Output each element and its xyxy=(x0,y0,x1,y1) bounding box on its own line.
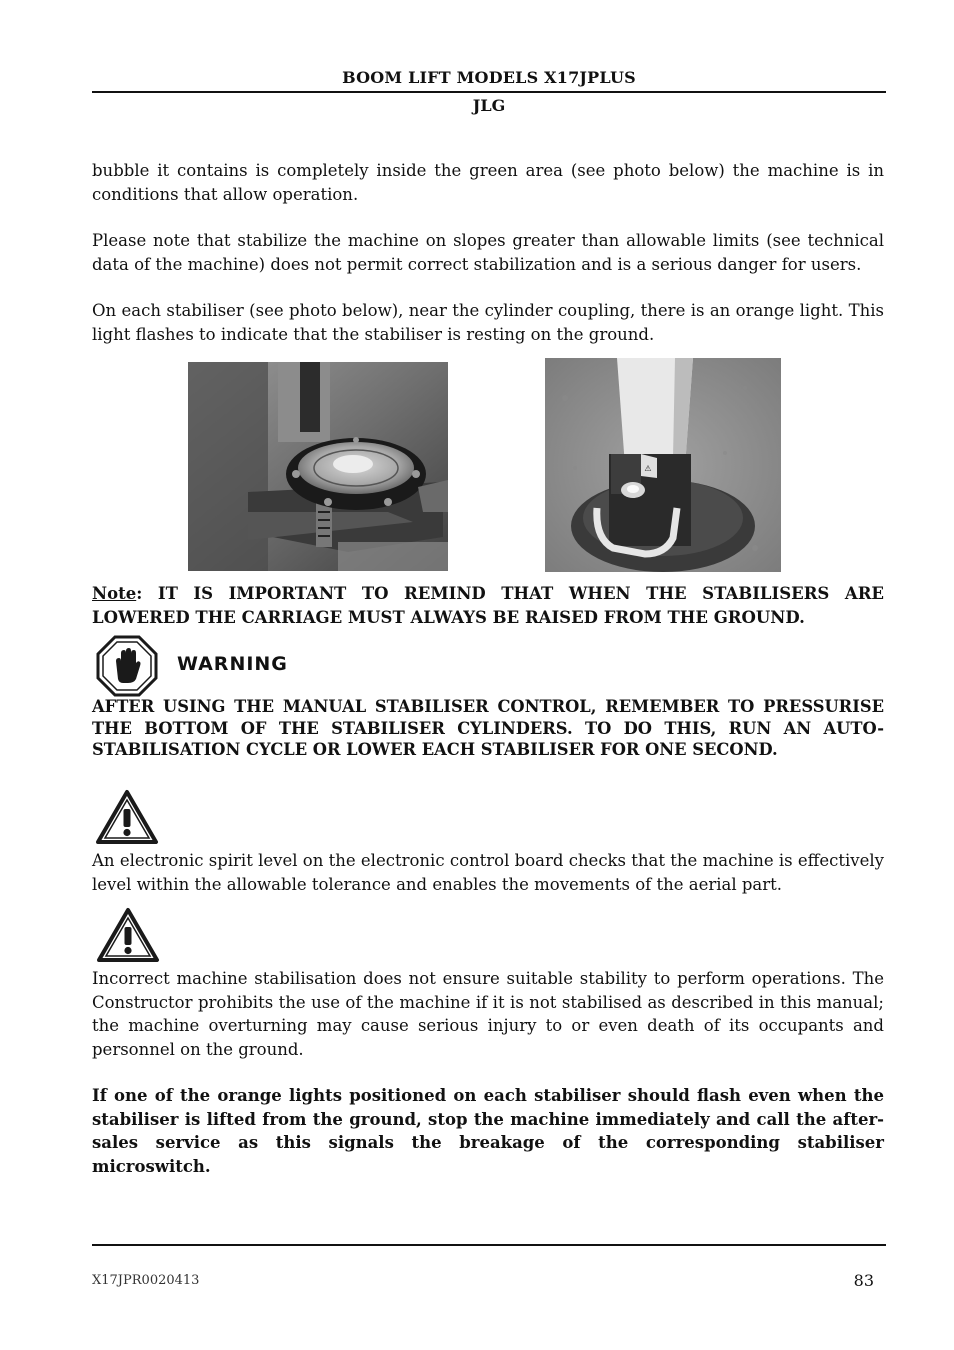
note-paragraph xyxy=(92,582,884,629)
warning-text: AFTER USING THE MANUAL STABILISER CONTROL, REMEMBER TO PRESSURISE THE BOTTOM OF THE STABILISER CYLINDERS. TO DO THIS, RUN AN AUTO-STABILISATION CYCLE OR LOWER EACH STABILISER FOR ONE SECOND. xyxy=(92,697,884,759)
header-title: BOOM LIFT MODELS X17JPLUS xyxy=(342,68,636,87)
footer-rule xyxy=(92,1244,886,1246)
warning-heading: WARNING xyxy=(177,653,288,675)
paragraph-bubble: bubble it contains is completely inside the green area (see photo below) the machine is in conditions that allow operation. xyxy=(92,161,884,204)
paragraph-incorrect-stabilisation: Incorrect machine stabilisation does not ensure suitable stability to perform operations. The Constructor prohibits the use of the machine if it is not stabilised as described in this manual; the machine overturning may cause serious injury to or even death of its occupants and personnel on the ground. xyxy=(92,969,884,1059)
header-subtitle: JLG xyxy=(472,96,506,115)
stabiliser-foot-photo xyxy=(545,358,781,572)
caution-triangle-icon xyxy=(95,789,159,845)
paragraph-orange-lights-flash: If one of the orange lights positioned on each stabiliser should flash even when the stabiliser is lifted from the ground, stop the machine immediately and call the after-sales service as this signals the breakage of the corresponding stabiliser microswitch. xyxy=(92,1086,884,1176)
paragraph-orange-light: On each stabiliser (see photo below), near the cylinder coupling, there is an orange light. This light flashes to indicate that the stabiliser is resting on the ground. xyxy=(92,301,884,344)
document-code: X17JPR0020413 xyxy=(92,1273,200,1288)
page-number: 83 xyxy=(853,1271,874,1290)
note-colon: : xyxy=(136,584,143,603)
svg-text:⚠: ⚠ xyxy=(644,464,652,473)
spirit-level-photo xyxy=(188,362,448,571)
paragraph-slopes: Please note that stabilize the machine on slopes greater than allowable limits (see technical data of the machine) does not permit correct stabilization and is a serious danger for users. xyxy=(92,231,884,274)
note-label: Note xyxy=(92,584,137,603)
paragraph-spirit-level: An electronic spirit level on the electronic control board checks that the machine is effectively level within the allowable tolerance and enables the movements of the aerial part. xyxy=(92,851,884,894)
header-rule xyxy=(92,91,886,93)
note-text: IT IS IMPORTANT TO REMIND THAT WHEN THE STABILISERS ARE LOWERED THE CARRIAGE MUST ALWAYS BE RAISED FROM THE GROUND. xyxy=(92,584,884,627)
stop-hand-icon xyxy=(96,635,158,697)
caution-triangle-icon xyxy=(96,907,160,963)
